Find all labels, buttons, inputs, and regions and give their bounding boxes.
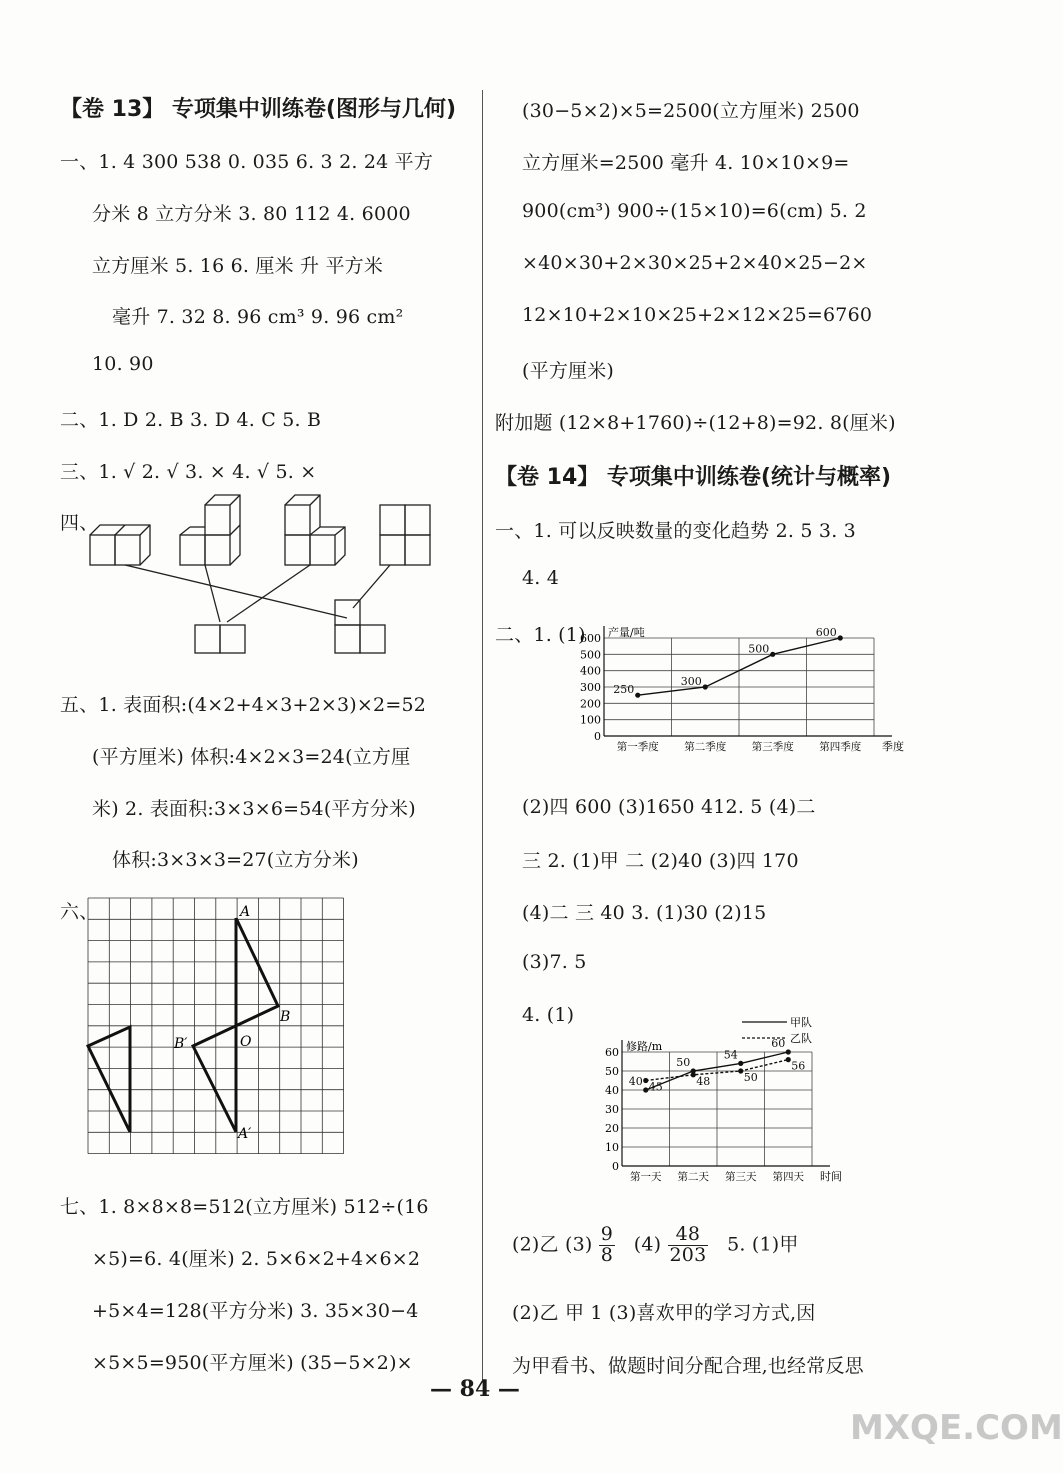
chart-grid (604, 638, 874, 736)
answer-line: 4. (1) (522, 1004, 575, 1026)
answer-line: 米) 2. 表面积:3×3×6=54(平方分米) (92, 798, 416, 820)
answer-line: 立方厘米 5. 16 6. 厘米 升 平方米 (92, 255, 384, 277)
answer-line: (4)二 三 40 3. (1)30 (2)15 (522, 902, 767, 924)
watermark: MXQE.COM (850, 1408, 1063, 1448)
answer-line: ×5×5=950(平方厘米) (35−5×2)× (92, 1352, 413, 1374)
answer-line: 立方厘米=2500 毫升 4. 10×10×9= (522, 152, 850, 174)
answer-text: (4) (633, 1233, 662, 1256)
x-tick-label: 第四季度 (819, 741, 862, 753)
answer-line: 三、1. √ 2. √ 3. × 4. √ 5. × (60, 461, 317, 483)
y-axis-label: 产量/吨 (608, 626, 645, 639)
answer-line: 七、1. 8×8×8=512(立方厘米) 512÷(16 (60, 1196, 429, 1218)
denominator: 203 (669, 1243, 707, 1266)
data-label: 250 (613, 683, 635, 697)
data-label: 600 (815, 626, 837, 639)
left-section-header: 【卷 13】 专项集中训练卷(图形与几何) (60, 97, 457, 122)
numerator: 9 (600, 1223, 614, 1245)
y-tick-label: 300 (580, 681, 601, 694)
y-tick-label: 500 (580, 648, 601, 662)
x-tick-label: 第四天 (772, 1171, 804, 1183)
cube-view-4 (380, 505, 430, 565)
x-axis-label: 时间 (820, 1170, 842, 1183)
y-axis-label: 修路/m (626, 1040, 663, 1053)
x-axis-label: 季度 (882, 740, 904, 753)
answer-line: 12×10+2×10×25+2×12×25=6760 (522, 304, 873, 326)
y-tick-label: 100 (580, 713, 601, 727)
fraction (668, 1225, 709, 1266)
x-tick-label: 第三季度 (751, 741, 794, 753)
label-A: A (240, 904, 251, 920)
answer-line: 体积:3×3×3=27(立方分米) (112, 849, 359, 871)
rotation-grid-figure (88, 898, 346, 1160)
answer-line: (平方厘米) (522, 360, 615, 382)
x-tick-label: 第二季度 (684, 741, 727, 753)
answer-line: 毫升 7. 32 8. 96 cm³ 9. 96 cm² (112, 306, 404, 328)
data-label: 60 (771, 1037, 786, 1050)
data-point (738, 1068, 743, 1073)
answer-line: +5×4=128(平方分米) 3. 35×30−4 (92, 1300, 419, 1322)
data-label: 50 (676, 1056, 691, 1069)
chart-grid (622, 1052, 812, 1166)
y-tick-label: 60 (605, 1046, 619, 1059)
data-label: 500 (748, 642, 770, 656)
answer-text: 5. (1)甲 (727, 1233, 799, 1256)
data-label: 300 (680, 675, 702, 688)
legend-label: 甲队 (790, 1016, 812, 1029)
answer-line: ×40×30+2×30×25+2×40×25−2× (522, 252, 868, 274)
x-tick-label: 第一季度 (616, 741, 659, 753)
cube-view-1 (90, 525, 150, 565)
answer-line: 4. 4 (522, 567, 560, 589)
data-point (786, 1057, 791, 1062)
answer-line: 10. 90 (92, 353, 154, 375)
cube-matching-figure (85, 500, 415, 660)
y-tick-label: 40 (605, 1084, 619, 1097)
x-tick-label: 第一天 (630, 1171, 662, 1183)
data-label: 45 (648, 1080, 663, 1094)
answer-line: 900(cm³) 900÷(15×10)=6(cm) 5. 2 (522, 200, 867, 222)
cube-view-3 (285, 495, 345, 565)
data-label: 54 (723, 1048, 738, 1062)
y-tick-label: 0 (594, 730, 601, 743)
y-tick-label: 50 (605, 1065, 619, 1078)
x-tick-label: 第二天 (677, 1171, 709, 1183)
data-point (786, 1049, 791, 1054)
answer-line: 二、1. D 2. B 3. D 4. C 5. B (60, 409, 322, 431)
data-label: 40 (628, 1075, 643, 1088)
answer-line: 附加题 (12×8+1760)÷(12+8)=92. 8(厘米) (495, 412, 896, 434)
answer-line: 一、1. 可以反映数量的变化趋势 2. 5 3. 3 (495, 520, 856, 542)
legend-label: 乙队 (790, 1032, 812, 1045)
data-point (838, 635, 843, 640)
section-label: 四、 (60, 512, 99, 534)
answer-line (512, 1225, 799, 1266)
view-shape-b (335, 600, 385, 653)
label-B: B (280, 1009, 291, 1025)
answer-line: ×5)=6. 4(厘米) 2. 5×6×2+4×6×2 (92, 1248, 421, 1270)
section-label: 六、 (60, 901, 99, 923)
numerator: 48 (668, 1225, 709, 1246)
label-A-prime: A′ (238, 1126, 252, 1142)
answer-text: (2)乙 (3) (512, 1233, 593, 1256)
data-point (770, 652, 775, 657)
y-tick-label: 30 (605, 1103, 619, 1116)
view-shape-a (195, 625, 245, 653)
answer-line: (3)7. 5 (522, 951, 587, 973)
answer-line: (2)四 600 (3)1650 412. 5 (4)二 (522, 796, 816, 818)
fraction (599, 1225, 615, 1266)
data-point (738, 1061, 743, 1066)
data-label: 56 (791, 1059, 806, 1073)
x-tick-label: 第三天 (725, 1171, 757, 1183)
data-point (635, 693, 640, 698)
right-section-header: 【卷 14】 专项集中训练卷(统计与概率) (495, 465, 892, 490)
denominator: 8 (600, 1243, 614, 1266)
data-label: 48 (696, 1074, 711, 1088)
label-O: O (240, 1034, 252, 1050)
cube-view-2 (180, 495, 240, 565)
column-divider (482, 90, 483, 1380)
data-point (643, 1078, 648, 1083)
answer-line: 为甲看书、做题时间分配合理,也经常反思 (512, 1355, 864, 1377)
answer-line: 二、1. (1) (495, 624, 586, 646)
y-tick-label: 0 (612, 1160, 619, 1173)
answer-line: 三 2. (1)甲 二 (2)40 (3)四 170 (522, 850, 799, 872)
answer-line: (30−5×2)×5=2500(立方厘米) 2500 (522, 100, 860, 122)
answer-line: (2)乙 甲 1 (3)喜欢甲的学习方式,因 (512, 1302, 816, 1324)
y-tick-label: 20 (605, 1122, 619, 1135)
y-tick-label: 600 (580, 632, 601, 645)
data-point (703, 684, 708, 689)
y-tick-label: 10 (605, 1141, 619, 1154)
answer-line: (平方厘米) 体积:4×2×3=24(立方厘 (92, 746, 411, 768)
answer-line: 分米 8 立方分米 3. 80 112 4. 6000 (92, 203, 411, 225)
road-repair-line-chart (570, 1010, 870, 1190)
data-point (643, 1087, 648, 1092)
page-number: — 84 — (430, 1376, 520, 1402)
y-tick-label: 200 (580, 697, 601, 711)
answer-line: 一、1. 4 300 538 0. 035 6. 3 2. 24 平方 (60, 151, 434, 173)
production-line-chart (570, 622, 904, 762)
label-B-prime: B′ (174, 1036, 188, 1052)
data-point (691, 1072, 696, 1077)
answer-line: 五、1. 表面积:(4×2+4×3+2×3)×2=52 (60, 694, 427, 716)
data-label: 50 (743, 1071, 758, 1084)
y-tick-label: 400 (580, 664, 601, 678)
